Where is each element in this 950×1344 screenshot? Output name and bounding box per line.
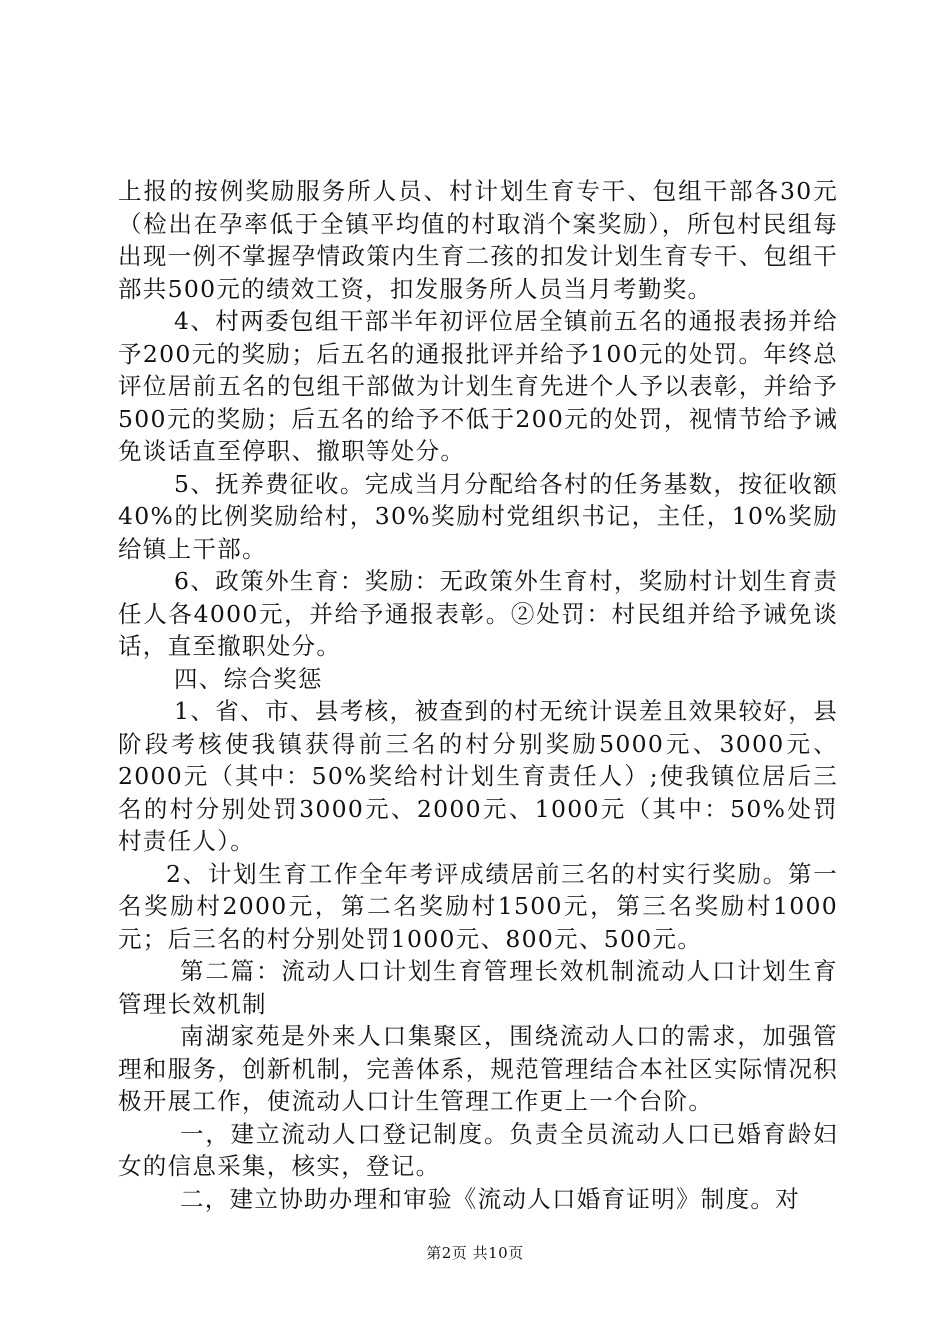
paragraph-section4-item-1: 1、省、市、县考核，被查到的村无统计误差且效果较好，县阶段考核使我镇获得前三名的村分别奖励5000元、3000元、2000元（其中：50%奖给村计划生育责任人）;使我镇位居后三名的村分别处罚3000元、2000元、1000元（其中：50%处罚村责任人）。 [118, 697, 838, 855]
paragraph-item-5: 5、抚养费征收。完成当月分配给各村的任务基数，按征收额40%的比例奖励给村，30%奖励村党组织书记，主任，10%奖励给镇上干部。 [118, 469, 838, 563]
paragraph-continuation: 上报的按例奖励服务所人员、村计划生育专干、包组干部各30元（检出在孕率低于全镇平均值的村取消个案奖励），所包村民组每出现一例不掌握孕情政策内生育二孩的扣发计划生育专干、包组干部共500元的绩效工资，扣发服务所人员当月考勤奖。 [118, 177, 838, 303]
paragraph-section4-item-2: 2、计划生育工作全年考评成绩居前三名的村实行奖励。第一名奖励村2000元，第二名奖励村1500元，第三名奖励村1000元；后三名的村分别处罚1000元、800元、500元。 [118, 859, 838, 953]
paragraph-rule-2: 二，建立协助办理和审验《流动人口婚育证明》制度。对 [180, 1184, 800, 1213]
paragraph-item-6: 6、政策外生育：奖励：无政策外生育村，奖励村计划生育责任人各4000元，并给予通报表彰。②处罚：村民组并给予诫免谈话，直至撤职处分。 [118, 567, 838, 660]
section-heading-4: 四、综合奖惩 [174, 664, 323, 693]
paragraph-item-4: 4、村两委包组干部半年初评位居全镇前五名的通报表扬并给予200元的奖励；后五名的通报批评并给予100元的处罚。年终总评位居前五名的包组干部做为计划生育先进个人予以表彰，并给予500元的奖励；后五名的给予不低于200元的处罚，视情节给予诫免谈话直至停职、撤职等处分。 [118, 307, 838, 465]
page-number-footer: 第2页 共10页 [426, 1244, 524, 1262]
chapter-title: 第二篇：流动人口计划生育管理长效机制流动人口计划生育管理长效机制 [118, 957, 838, 1018]
document-body [118, 175, 838, 1215]
paragraph-rule-1: 一，建立流动人口登记制度。负责全员流动人口已婚育龄妇女的信息采集，核实，登记。 [118, 1119, 838, 1180]
paragraph-intro: 南湖家苑是外来人口集聚区，围绕流动人口的需求，加强管理和服务，创新机制，完善体系，规范管理结合本社区实际情况积极开展工作，使流动人口计生管理工作更上一个台阶。 [118, 1022, 838, 1115]
